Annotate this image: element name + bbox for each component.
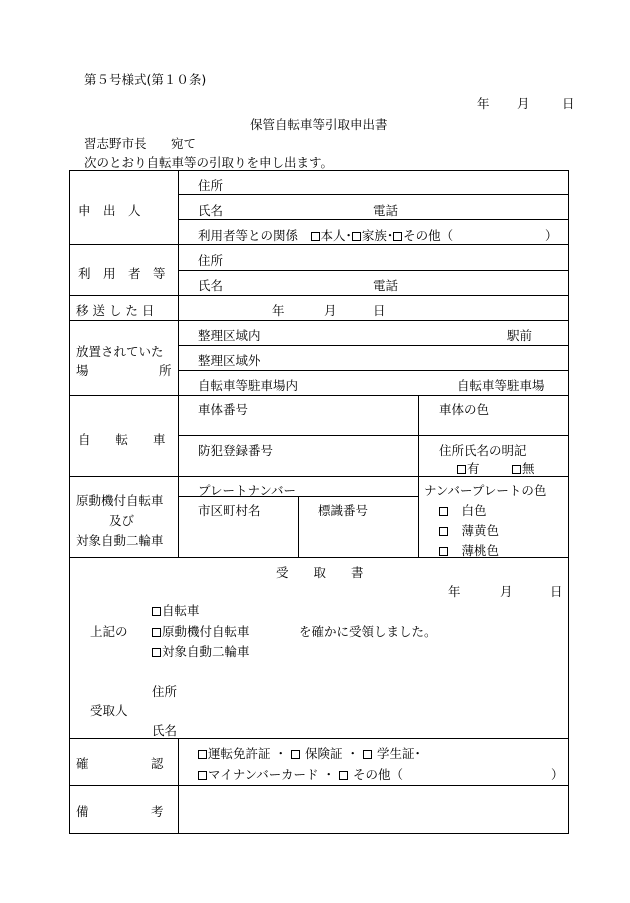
receipt-item-motorcycle bbox=[152, 642, 250, 660]
student-label: 学生証･ bbox=[376, 746, 421, 761]
checkbox-receipt-moped[interactable] bbox=[152, 628, 161, 637]
location-parking: 自転車等駐車場 bbox=[457, 378, 545, 393]
owner-yes bbox=[457, 459, 480, 477]
yes-label: 有 bbox=[467, 461, 480, 476]
confirm-close: ） bbox=[551, 767, 564, 782]
checkbox-white[interactable] bbox=[439, 507, 448, 516]
checkbox-mynumber[interactable] bbox=[198, 771, 207, 780]
header-day: 日 bbox=[562, 96, 575, 111]
form-number: 第５号様式(第１０条) bbox=[84, 72, 207, 87]
location-station: 駅前 bbox=[507, 328, 533, 343]
plate-color-white bbox=[439, 501, 487, 519]
body-number-label: 車体番号 bbox=[198, 402, 249, 417]
location-inside: 整理区域内 bbox=[198, 328, 261, 343]
plate-color-label: ナンバープレートの色 bbox=[424, 483, 547, 498]
applicant-name-label: 氏名 bbox=[198, 203, 224, 218]
yellow-label: 薄黄色 bbox=[461, 523, 500, 538]
checkbox-pink[interactable] bbox=[439, 547, 448, 556]
receipt-item-bicycle bbox=[152, 601, 200, 619]
receipt-month: 月 bbox=[500, 584, 513, 599]
applicant-phone-label: 電話 bbox=[373, 203, 399, 218]
relation-sep: ･ bbox=[345, 228, 352, 243]
receipt-prefix: 上記の bbox=[90, 624, 128, 639]
checkbox-license[interactable] bbox=[198, 750, 207, 759]
relation-other: その他（ bbox=[403, 228, 454, 243]
addressee-suffix: 宛て bbox=[171, 136, 197, 151]
bicycle-label: 自 転 車 bbox=[78, 432, 166, 447]
pink-label: 薄桃色 bbox=[461, 543, 500, 558]
insurance-label: 保険証 bbox=[304, 746, 343, 761]
relation-self: 本人 bbox=[320, 228, 346, 243]
body-color-label: 車体の色 bbox=[439, 402, 490, 417]
checkbox-student[interactable] bbox=[363, 750, 372, 759]
header-year: 年 bbox=[477, 96, 490, 111]
applicant-label: 申 出 人 bbox=[78, 203, 141, 218]
receipt-moped-label: 原動機付自転車 bbox=[162, 624, 250, 639]
header-month: 月 bbox=[517, 96, 530, 111]
moped-label-line1: 原動機付自転車 bbox=[76, 493, 164, 508]
checkbox-other[interactable] bbox=[393, 232, 402, 241]
white-label: 白色 bbox=[461, 503, 487, 518]
applicant-address-label: 住所 bbox=[198, 178, 224, 193]
user-address-label: 住所 bbox=[198, 253, 224, 268]
transfer-day: 日 bbox=[373, 303, 386, 318]
mynumber-label: マイナンバーカード bbox=[208, 767, 319, 782]
no-label: 無 bbox=[522, 461, 535, 476]
confirm-line1 bbox=[198, 744, 421, 762]
checkbox-no[interactable] bbox=[512, 465, 521, 474]
intro-text: 次のとおり自転車等の引取りを申し出ます。 bbox=[84, 155, 334, 170]
receipt-day: 日 bbox=[550, 584, 563, 599]
relation-sep: ･ bbox=[386, 228, 394, 243]
plate-color-yellow bbox=[439, 521, 499, 539]
location-label-line1: 放置されていた bbox=[76, 344, 164, 359]
transfer-year: 年 bbox=[272, 303, 285, 318]
receiver-name-label: 氏名 bbox=[152, 723, 178, 738]
checkbox-yellow[interactable] bbox=[439, 527, 448, 536]
transfer-label: 移 送 し た 日 bbox=[76, 303, 155, 318]
receiver-label: 受取人 bbox=[90, 703, 128, 718]
user-name-label: 氏名 bbox=[198, 278, 224, 293]
checkbox-receipt-motorcycle[interactable] bbox=[152, 648, 161, 657]
checkbox-confirm-other[interactable] bbox=[339, 771, 348, 780]
location-label-line2a: 場 bbox=[76, 363, 89, 378]
relation-close: ） bbox=[545, 228, 558, 243]
license-label: 運転免許証 bbox=[208, 746, 271, 761]
plate-color-pink bbox=[439, 541, 499, 559]
confirm-dot: ・ bbox=[346, 746, 359, 761]
receipt-suffix: を確かに受領しました。 bbox=[299, 624, 437, 639]
form-title: 保管自転車等引取申出書 bbox=[250, 117, 388, 132]
relation-row bbox=[198, 226, 453, 244]
receipt-motorcycle-label: 対象自動二輪車 bbox=[162, 644, 250, 659]
plate-number-label: プレートナンバー bbox=[198, 483, 297, 498]
relation-family: 家族 bbox=[361, 228, 387, 243]
confirm-line2 bbox=[198, 765, 403, 783]
user-label: 利 用 者 等 bbox=[78, 266, 166, 281]
location-parking-in: 自転車等駐車場内 bbox=[198, 378, 299, 393]
sign-number-label: 標識番号 bbox=[318, 503, 369, 518]
checkbox-insurance[interactable] bbox=[291, 750, 300, 759]
checkbox-receipt-bicycle[interactable] bbox=[152, 607, 161, 616]
owner-name-label: 住所氏名の明記 bbox=[439, 443, 527, 458]
receipt-title: 受 取 書 bbox=[276, 565, 364, 580]
receipt-bicycle-label: 自転車 bbox=[162, 603, 200, 618]
confirm-other-label: その他（ bbox=[352, 767, 403, 782]
receipt-year: 年 bbox=[448, 584, 461, 599]
moped-label-line3: 対象自動二輪車 bbox=[76, 533, 164, 548]
confirm-dot: ・ bbox=[322, 767, 336, 782]
checkbox-self[interactable] bbox=[311, 232, 320, 241]
relation-label: 利用者等との関係 bbox=[198, 228, 299, 243]
remarks-label: 備 考 bbox=[76, 804, 164, 819]
location-label-line2b: 所 bbox=[159, 363, 172, 378]
confirm-label: 確 認 bbox=[76, 756, 164, 771]
confirm-dot: ・ bbox=[274, 746, 288, 761]
receiver-address-label: 住所 bbox=[152, 684, 178, 699]
moped-label-line2: 及び bbox=[109, 513, 135, 528]
security-number-label: 防犯登録番号 bbox=[198, 443, 274, 458]
owner-no bbox=[512, 459, 535, 477]
user-phone-label: 電話 bbox=[373, 278, 399, 293]
location-outside: 整理区域外 bbox=[198, 353, 261, 368]
checkbox-yes[interactable] bbox=[457, 465, 466, 474]
receipt-item-moped bbox=[152, 622, 250, 640]
checkbox-family[interactable] bbox=[352, 232, 361, 241]
transfer-month: 月 bbox=[324, 303, 337, 318]
addressee-name: 習志野市長 bbox=[84, 136, 147, 151]
municipality-label: 市区町村名 bbox=[198, 503, 261, 518]
